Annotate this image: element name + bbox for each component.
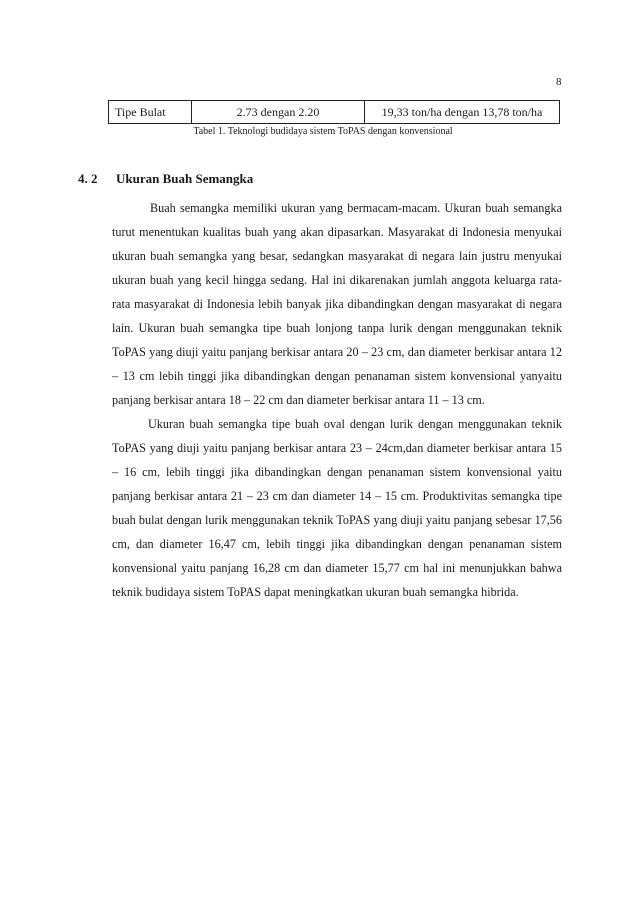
technology-table — [108, 100, 560, 124]
section-heading — [78, 171, 253, 187]
table-caption: Tabel 1. Teknologi budidaya sistem ToPAS dengan konvensional — [193, 126, 453, 137]
table-cell-type: Tipe Bulat — [109, 101, 192, 124]
paragraph: Buah semangka memiliki ukuran yang bermacam-macam. Ukuran buah semangka turut menentukan kualitas buah yang akan dipasarkan. Masyarakat di Indonesia menyukai ukuran buah semangka yang besar, sedangkan masyarakat di negara lain justru menyukai ukuran buah yang kecil hingga sedang. Hal ini dikarenakan jumlah anggota keluarga rata-rata masyarakat di Indonesia lebih banyak jika dibandingkan dengan masyarakat di negara lain. Ukuran buah semangka tipe buah lonjong tanpa lurik dengan menggunakan teknik ToPAS yang diuji yaitu panjang berkisar antara 20 – 23 cm, dan diameter berkisar antara 12 – 13 cm lebih tinggi jika dibandingkan dengan penanaman sistem konvensional yanyaitu panjang berkisar antara 18 – 22 cm dan diameter berkisar antara 11 – 13 cm. — [112, 201, 562, 407]
table-cell-yield: 19,33 ton/ha dengan 13,78 ton/ha — [365, 101, 560, 124]
table-row — [109, 101, 560, 124]
page-number: 8 — [556, 76, 562, 88]
section-body — [112, 196, 562, 604]
section-title: Ukuran Buah Semangka — [116, 171, 254, 186]
section-number: 4. 2 — [78, 171, 98, 186]
table-cell-diameter-ratio: 2.73 dengan 2.20 — [192, 101, 365, 124]
paragraph: Ukuran buah semangka tipe buah oval dengan lurik dengan menggunakan teknik ToPAS yang diuji yaitu panjang berkisar antara 23 – 24cm,dan diameter berkisar antara 15 – 16 cm, lebih tinggi jika dibandingkan dengan penanaman sistem konvensional yaitu panjang berkisar antara 21 – 23 cm dan diameter 14 – 15 cm. Produktivitas semangka tipe buah bulat dengan lurik menggunakan teknik ToPAS yang diuji yaitu panjang sebesar 17,56 cm, dan diameter 16,47 cm, lebih tinggi jika dibandingkan dengan penanaman sistem konvensional yaitu panjang 16,28 cm dan diameter 15,77 cm hal ini menunjukkan bahwa teknik budidaya sistem ToPAS dapat meningkatkan ukuran buah semangka hibrida. — [112, 417, 562, 599]
